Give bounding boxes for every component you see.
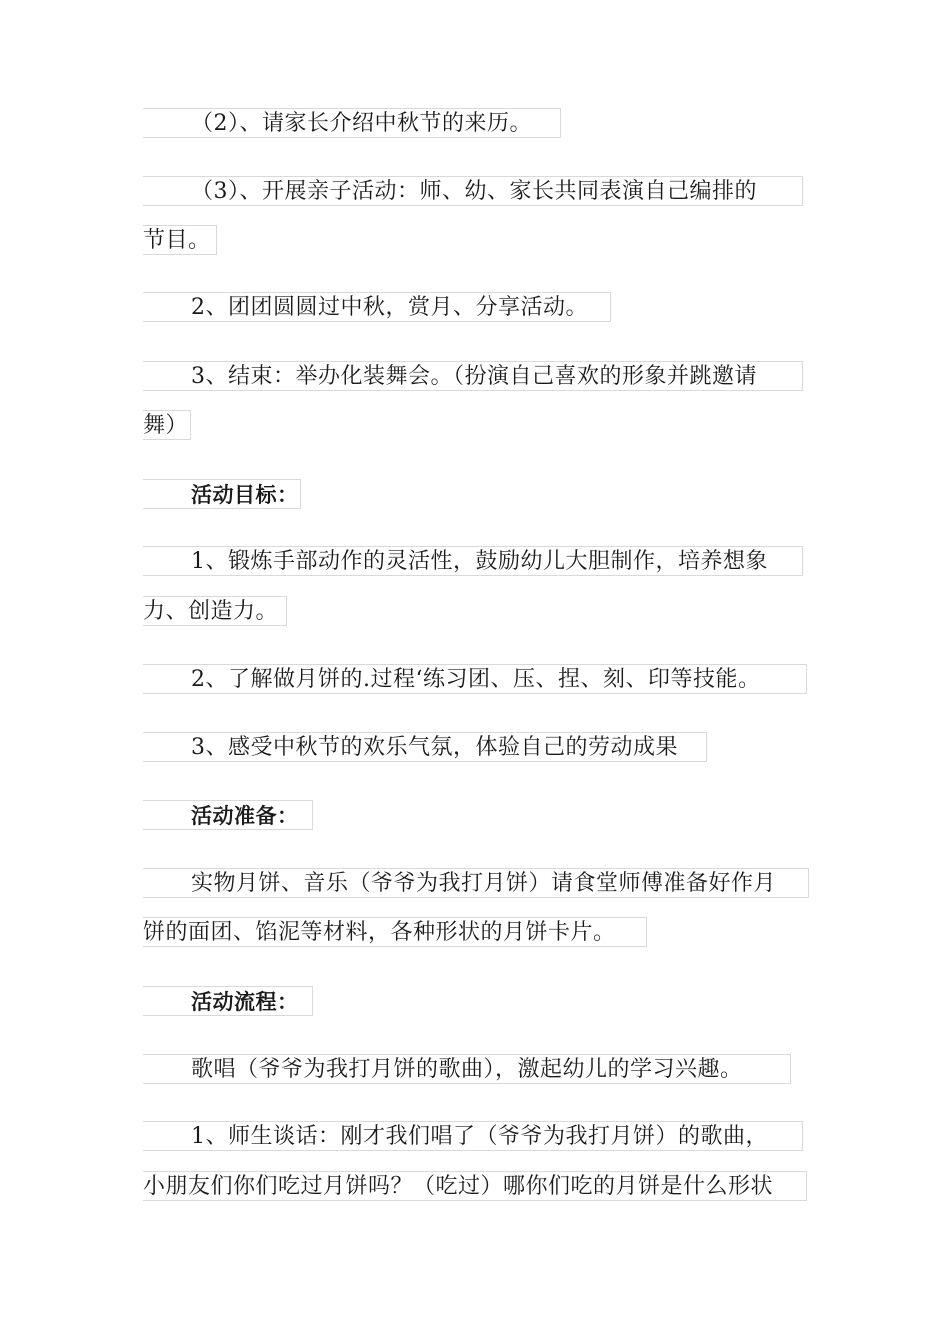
text-line: 1、锻炼手部动作的灵活性，鼓励幼儿大胆制作，培养想象 <box>143 546 803 576</box>
text-line: 3、结束：举办化装舞会。（扮演自己喜欢的形象并跳邀请 <box>143 361 803 391</box>
text-line: 小朋友们你们吃过月饼吗？（吃过）哪你们吃的月饼是什么形状 <box>143 1171 807 1201</box>
text-line: 歌唱（爷爷为我打月饼的歌曲），激起幼儿的学习兴趣。 <box>143 1054 791 1084</box>
section-heading: 活动准备： <box>143 800 313 830</box>
text-line: 饼的面团、馅泥等材料，各种形状的月饼卡片。 <box>143 917 647 947</box>
section-heading: 活动流程： <box>143 986 313 1016</box>
text-line: 2、了解做月饼的.过程‘练习团、压、捏、刻、印等技能。 <box>143 664 807 694</box>
text-line: 节目。 <box>143 225 217 255</box>
text-line: 3、感受中秋节的欢乐气氛，体验自己的劳动成果 <box>143 732 707 762</box>
text-line: （3）、开展亲子活动：师、幼、家长共同表演自己编排的 <box>143 176 803 206</box>
section-heading: 活动目标： <box>143 479 301 509</box>
text-line: 力、创造力。 <box>143 596 287 626</box>
text-line: 舞） <box>143 410 191 440</box>
text-line: 实物月饼、音乐（爷爷为我打月饼）请食堂师傅准备好作月 <box>143 868 809 898</box>
text-line: 2、团团圆圆过中秋，赏月、分享活动。 <box>143 292 611 322</box>
text-line: 1、师生谈话：刚才我们唱了（爷爷为我打月饼）的歌曲， <box>143 1121 803 1151</box>
text-line: （2）、请家长介绍中秋节的来历。 <box>143 108 561 138</box>
